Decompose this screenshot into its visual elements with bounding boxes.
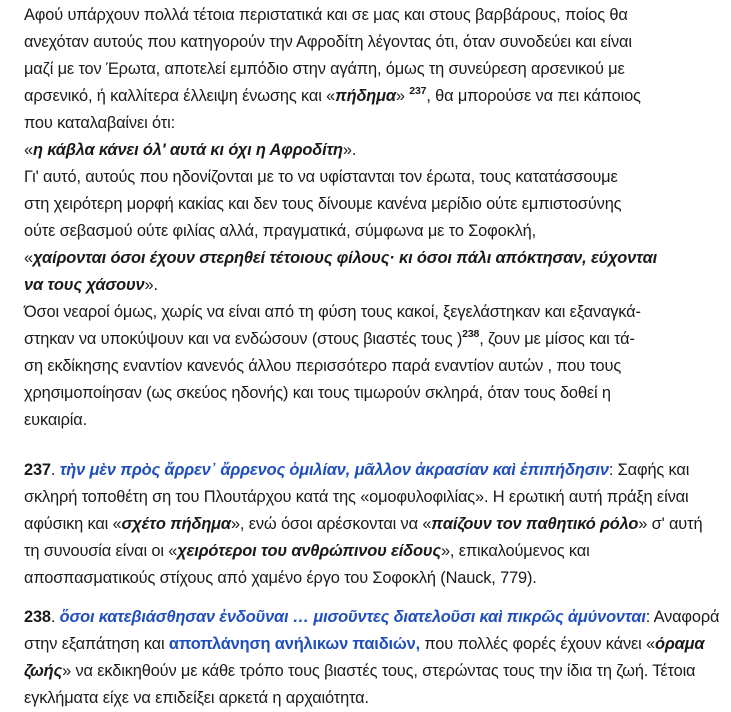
footnote-number: 237 xyxy=(24,461,51,479)
emphasis: παίζουν τον παθητικό ρόλο xyxy=(431,515,639,533)
footnote-238-line-1 xyxy=(24,604,719,631)
text: στη χειρότερη μορφή κακίας και δεν τους δίνουμε κανένα μερίδιο ούτε εμπιστοσύνης xyxy=(24,195,622,213)
main-line-5 xyxy=(24,110,175,137)
main-line-13 xyxy=(24,326,635,353)
footnote-238-line-3 xyxy=(24,658,695,685)
text: ευκαιρία. xyxy=(24,411,88,429)
text: αρσενικό, ή καλλίτερα έλλειψη ένωσης και « xyxy=(24,87,336,105)
text: « xyxy=(24,141,33,159)
text: χρησιμοποίησαν (ως σκεύος ηδονής) και τους τιμωρούν σκληρά, όταν τους δοθεί η xyxy=(24,384,611,402)
main-line-1 xyxy=(24,2,628,29)
emphasis: να τους χάσουν xyxy=(24,276,145,294)
footnote-237-line-4 xyxy=(24,538,590,565)
text: σκληρή τοποθέτη ση του Πλουτάρχου κατά της «ομοφυλοφιλίας». Η ερωτική αυτή πράξη είναι xyxy=(24,488,689,506)
footnote-ref-237[interactable]: 237 xyxy=(409,85,427,97)
emphasis: σχέτο πήδημα xyxy=(121,515,231,533)
highlighted-phrase: αποπλάνηση ανήλικων παιδιών, xyxy=(168,635,420,653)
emphasis: πήδημα xyxy=(335,87,396,105)
text: Αφού υπάρχουν πολλά τέτοια περιστατικά και σε μας και στους βαρβάρους, ποίος θα xyxy=(24,6,628,24)
text: τη συνουσία είναι οι « xyxy=(24,542,178,560)
footnote-237-line-1 xyxy=(24,457,689,484)
text: Γι' αυτό, αυτούς που ηδονίζονται με το να υφίστανται τον έρωτα, τους κατατάσσουμε xyxy=(24,168,618,186)
text: », επικαλούμενος και xyxy=(440,542,590,560)
text: . xyxy=(50,461,60,479)
text: . xyxy=(50,608,60,626)
main-line-6 xyxy=(24,137,356,164)
text: » xyxy=(395,87,410,105)
footnote-238-line-4 xyxy=(24,685,369,712)
main-line-10 xyxy=(24,245,657,272)
emphasis: χαίρονται όσοι έχουν στερηθεί τέτοιους φίλους· κι όσοι πάλι απόκτησαν, εύχονται xyxy=(32,249,658,267)
emphasis: η κάβλα κάνει όλ' αυτά κι όχι η Αφροδίτη xyxy=(32,141,343,159)
main-line-9 xyxy=(24,218,536,245)
text: : Σαφής και xyxy=(608,461,690,479)
footnote-ref-238[interactable]: 238 xyxy=(462,328,480,340)
main-line-4 xyxy=(24,83,641,110)
emphasis: χειρότεροι του ανθρώπινου είδους xyxy=(177,542,441,560)
text: : Αναφορά xyxy=(645,608,720,626)
text: ούτε σεβασμού ούτε φιλίας αλλά, πραγματικά, σύμφωνα με το Σοφοκλή, xyxy=(24,222,537,240)
text: αφύσικη και « xyxy=(24,515,122,533)
main-line-15 xyxy=(24,380,611,407)
text: « xyxy=(24,249,33,267)
main-line-8 xyxy=(24,191,621,218)
text: στην εξαπάτηση και xyxy=(24,635,169,653)
text: στηκαν να υποκύψουν και να ενδώσουν (στους βιαστές τους ) xyxy=(24,330,463,348)
main-line-14 xyxy=(24,353,621,380)
greek-quote: ὅσοι κατεβιάσθησαν ἐνδοῦναι … μισοῦντες διατελοῦσι καὶ πικρῶς ἀμύνονται xyxy=(59,608,646,626)
emphasis: ζωής xyxy=(24,662,63,680)
text: που πολλές φορές έχουν κάνει « xyxy=(419,635,656,653)
main-line-11 xyxy=(24,272,158,299)
footnote-237-line-3 xyxy=(24,511,702,538)
text: εγκλήματα είχε να επιδείξει αρκετά η αρχαιότητα. xyxy=(24,689,369,707)
main-line-3 xyxy=(24,56,625,83)
text: , ζουν με μίσος και τά- xyxy=(479,330,635,348)
text: που καταλαβαίνει ότι: xyxy=(24,114,175,132)
main-line-16 xyxy=(24,407,87,434)
text: αποσπασματικούς στίχους από χαμένο έργο του Σοφοκλή (Nauck, 779). xyxy=(24,569,537,587)
main-line-2 xyxy=(24,29,632,56)
footnote-237-line-5 xyxy=(24,565,537,592)
footnote-number: 238 xyxy=(24,608,51,626)
text: Όσοι νεαροί όμως, χωρίς να είναι από τη φύση τους κακοί, ξεγελάστηκαν και εξαναγκά- xyxy=(24,303,641,321)
text: ». xyxy=(144,276,158,294)
text: , θα μπορούσε να πει κάποιος xyxy=(426,87,641,105)
footnote-238-line-2 xyxy=(24,631,704,658)
main-line-7 xyxy=(24,164,618,191)
text: » να εκδικηθούν με κάθε τρόπο τους βιαστές τους, στερώντας τους την ίδια τη ζωή. Τέτοια xyxy=(62,662,696,680)
text: ση εκδίκησης εναντίον κανενός άλλου περισσότερο παρά εναντίον αυτών , που τους xyxy=(24,357,622,375)
footnote-237-line-2 xyxy=(24,484,688,511)
text: μαζί με τον Έρωτα, αποτελεί εμπόδιο στην αγάπη, όμως τη συνεύρεση αρσενικού με xyxy=(24,60,625,78)
text: », ενώ όσοι αρέσκονται να « xyxy=(230,515,432,533)
main-line-12 xyxy=(24,299,641,326)
text: ». xyxy=(342,141,357,159)
text: ανεχόταν αυτούς που κατηγορούν την Αφροδίτη λέγοντας ότι, όταν συνοδεύει και είναι xyxy=(24,33,632,51)
emphasis: όραμα xyxy=(655,635,705,653)
text: » σ' αυτή xyxy=(638,515,703,533)
greek-quote: τὴν μὲν πρὸς ἄρρεν᾽ ἄρρενος ὁμιλίαν, μᾶλλον ἀκρασίαν καὶ ἐπιπήδησιν xyxy=(59,461,609,479)
